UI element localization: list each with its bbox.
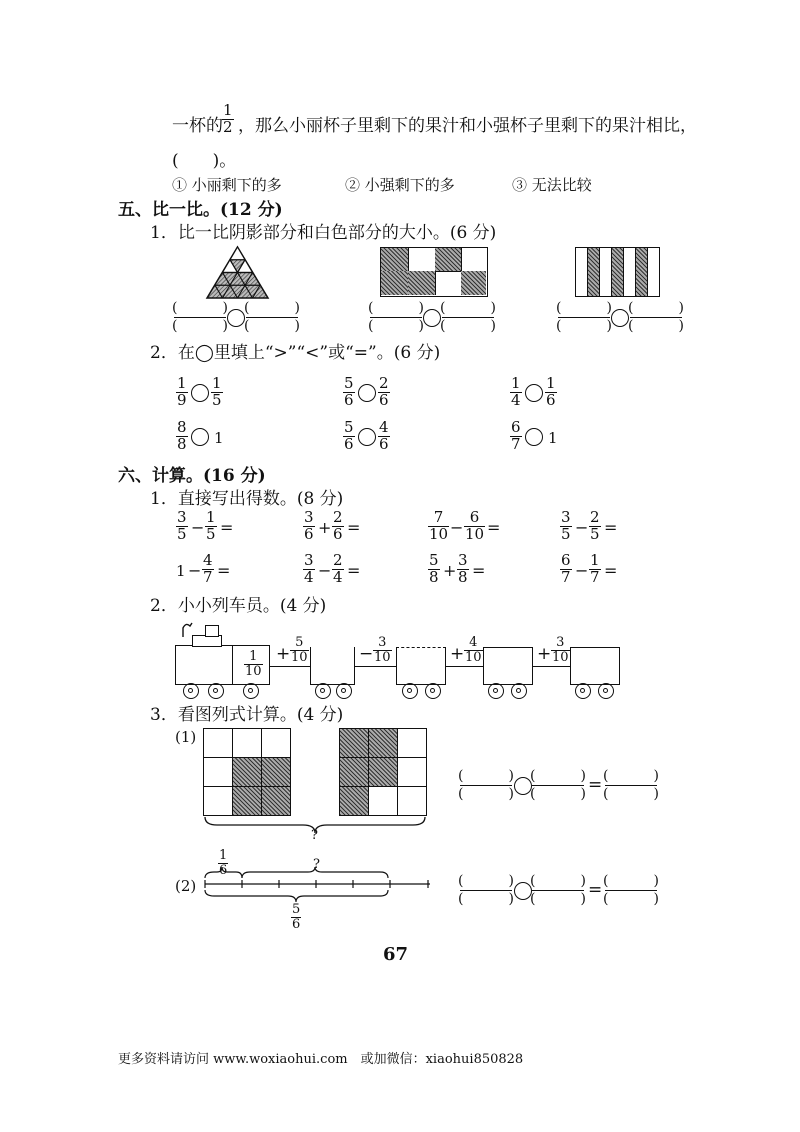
compare-number-b: 1: [214, 429, 224, 447]
train-operator: +: [537, 644, 552, 664]
calc-fraction-b: 3 8: [458, 551, 468, 586]
train-car-3[interactable]: [483, 647, 533, 685]
calc-operator: −: [575, 561, 589, 580]
part-1-label: (1): [175, 728, 197, 746]
train-operator: −: [359, 644, 374, 664]
calc-fraction-b: 1 7: [590, 551, 600, 586]
train-fraction: 5 10: [291, 635, 308, 665]
compare-fraction-a: 5 6: [344, 418, 354, 453]
calc-fraction-b: 4 7: [203, 551, 213, 586]
brace-1-question: ?: [311, 828, 318, 843]
grid-cell: [339, 728, 369, 758]
fraction-half: 1 2: [223, 101, 233, 136]
wheel: [598, 683, 614, 699]
grid-cell: [339, 757, 369, 787]
equation-blank-result-2[interactable]: ( ) ( ): [603, 873, 659, 907]
calc-operator: −: [188, 561, 202, 580]
calc-equals: =: [604, 518, 618, 537]
page-number: 67: [383, 944, 409, 965]
compare-circle-q2-5[interactable]: [358, 428, 376, 446]
question-text-line1-post: ，那么小丽杯子里剩下的果汁和小强杯子里剩下的果汁相比，: [238, 116, 697, 136]
grid-cell: [232, 786, 262, 816]
wheel: [336, 683, 352, 699]
compare-fraction-b: 1 6: [546, 374, 556, 409]
wheel: [575, 683, 591, 699]
grid-cell: [232, 728, 262, 758]
grid-cell: [397, 728, 427, 758]
compare-circle-q2-1[interactable]: [191, 384, 209, 402]
compare-blank-left-2[interactable]: ( ) ( ): [368, 300, 424, 334]
calc-fraction-a: 3 6: [304, 508, 314, 543]
calc-equals: =: [347, 518, 361, 537]
wheel: [208, 683, 224, 699]
s5-q2-text: 2．在◯里填上“>”“<”或“=”。(6 分): [150, 343, 441, 363]
wheel: [243, 683, 259, 699]
train-operator: +: [450, 644, 465, 664]
equals-sign: =: [588, 775, 603, 795]
calc-fraction-b: 2 4: [333, 551, 343, 586]
compare-fraction-a: 6 7: [511, 418, 521, 453]
calc-operator: −: [191, 518, 205, 537]
option-3[interactable]: ③ 无法比较: [512, 176, 592, 194]
compare-blank-left-3[interactable]: ( ) ( ): [556, 300, 612, 334]
s5-q1-text: 1．比一比阴影部分和白色部分的大小。(6 分): [150, 223, 497, 243]
p2-question: ?: [313, 857, 320, 872]
wheel: [488, 683, 504, 699]
compare-circle-q2-4[interactable]: [191, 428, 209, 446]
section-5-title: 五、比一比。(12 分): [118, 200, 283, 220]
question-text-line1-pre: 一杯的: [172, 116, 223, 136]
calc-equals: =: [604, 561, 618, 580]
engine-chimney: [205, 625, 219, 637]
grid-cell: [261, 757, 291, 787]
compare-circle-1[interactable]: [227, 309, 245, 327]
grid-cell: [397, 757, 427, 787]
compare-circle-3[interactable]: [611, 309, 629, 327]
calc-equals: =: [217, 561, 231, 580]
calc-equals: =: [472, 561, 486, 580]
calc-fraction-b: 6 10: [465, 508, 485, 543]
segment-diagram: [200, 866, 435, 910]
wheel: [511, 683, 527, 699]
grid-cell: [397, 786, 427, 816]
triangle-figure: [205, 245, 270, 300]
compare-blank-right-3[interactable]: ( ) ( ): [628, 300, 684, 334]
option-1[interactable]: ① 小丽剩下的多: [172, 176, 282, 194]
calc-operator: −: [575, 518, 589, 537]
train-fraction: 3 10: [374, 635, 391, 665]
calc-number: 1: [176, 562, 186, 580]
grid-cell: [368, 786, 398, 816]
s6-q1-text: 1．直接写出得数。(8 分): [150, 489, 344, 509]
compare-circle-q2-3[interactable]: [525, 384, 543, 402]
calc-operator: +: [318, 518, 332, 537]
grid-cell: [232, 757, 262, 787]
answer-blank[interactable]: ( )。: [172, 151, 237, 171]
calc-fraction-a: 6 7: [561, 551, 571, 586]
engine-fraction: 1 10: [245, 649, 262, 679]
compare-fraction-a: 1 4: [511, 374, 521, 409]
grid-cell: [203, 786, 233, 816]
calc-fraction-a: 3 5: [561, 508, 571, 543]
grid-cell: [339, 786, 369, 816]
s6-q2-text: 2．小小列车员。(4 分): [150, 596, 327, 616]
calc-operator: −: [318, 561, 332, 580]
equation-blank-a-1[interactable]: ( ) ( ): [458, 768, 514, 802]
wheel: [315, 683, 331, 699]
footer-text: 更多资料请访问 www.woxiaohui.com 或加微信：xiaohui850828: [118, 1052, 524, 1067]
train-car-4[interactable]: [570, 647, 620, 685]
wheel: [183, 683, 199, 699]
wheel: [402, 683, 418, 699]
compare-blank-left-1[interactable]: ( ) ( ): [172, 300, 228, 334]
grid-cell: [261, 786, 291, 816]
compare-blank-right-2[interactable]: ( ) ( ): [440, 300, 496, 334]
train-fraction: 4 10: [465, 635, 482, 665]
calc-operator: +: [443, 561, 457, 580]
train-fraction: 3 10: [552, 635, 569, 665]
compare-blank-right-1[interactable]: ( ) ( ): [244, 300, 300, 334]
striped-rect-figure: [575, 247, 660, 297]
compare-number-b: 1: [548, 429, 558, 447]
grid-cell: [203, 757, 233, 787]
wheel: [425, 683, 441, 699]
compare-fraction-a: 8 8: [177, 418, 187, 453]
section-6-title: 六、计算。(16 分): [118, 466, 266, 486]
equation-blank-a-2[interactable]: ( ) ( ): [458, 873, 514, 907]
train-car-2[interactable]: [396, 647, 446, 685]
compare-fraction-b: 2 6: [379, 374, 389, 409]
compare-fraction-a: 1 9: [177, 374, 187, 409]
checker-rect-figure: [380, 247, 488, 297]
calc-fraction-a: 5 8: [429, 551, 439, 586]
train-car-1[interactable]: [310, 647, 355, 685]
grid-cell: [203, 728, 233, 758]
compare-fraction-b: 1 5: [212, 374, 222, 409]
equals-sign: =: [588, 880, 603, 900]
calc-fraction-b: 1 5: [206, 508, 216, 543]
equation-blank-b-1[interactable]: ( ) ( ): [530, 768, 586, 802]
calc-fraction-a: 3 4: [304, 551, 314, 586]
s6-q3-text: 3．看图列式计算。(4 分): [150, 705, 344, 725]
part-2-label: (2): [175, 877, 197, 895]
option-2[interactable]: ② 小强剩下的多: [345, 176, 455, 194]
calc-fraction-a: 3 5: [177, 508, 187, 543]
grid-cell: [261, 728, 291, 758]
smoke-icon: [180, 620, 198, 638]
calc-equals: =: [487, 518, 501, 537]
calc-fraction-b: 2 6: [333, 508, 343, 543]
p2-bottom-fraction: 5 6: [292, 902, 301, 932]
calc-equals: =: [220, 518, 234, 537]
compare-circle-q2-6[interactable]: [525, 428, 543, 446]
compare-circle-2[interactable]: [423, 309, 441, 327]
compare-circle-q2-2[interactable]: [358, 384, 376, 402]
calc-equals: =: [347, 561, 361, 580]
calc-operator: −: [450, 518, 464, 537]
calc-fraction-b: 2 5: [590, 508, 600, 543]
p2-top-fraction: 1 6: [219, 848, 228, 878]
compare-fraction-b: 4 6: [379, 418, 389, 453]
grid-cell: [368, 728, 398, 758]
equation-blank-result-1[interactable]: ( ) ( ): [603, 768, 659, 802]
grid-cell: [368, 757, 398, 787]
equation-blank-b-2[interactable]: ( ) ( ): [530, 873, 586, 907]
calc-fraction-a: 7 10: [429, 508, 449, 543]
compare-fraction-a: 5 6: [344, 374, 354, 409]
train-operator: +: [276, 644, 291, 664]
